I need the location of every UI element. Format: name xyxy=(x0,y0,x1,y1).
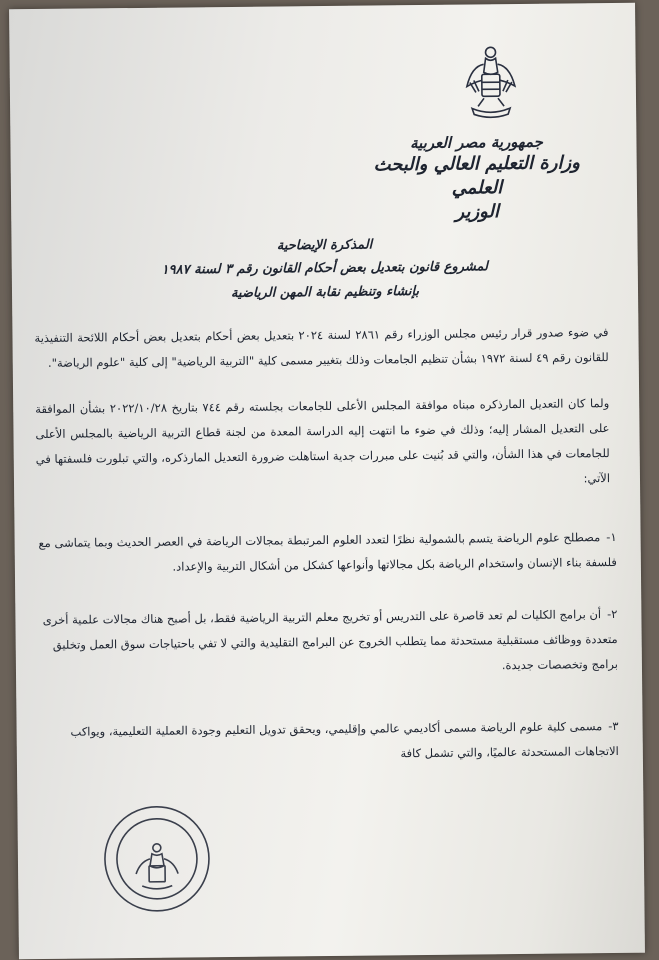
list-item-number: ٣- xyxy=(608,718,619,734)
memo-subtitle-1: لمشروع قانون بتعديل بعض أحكام القانون رقم ٣ لسنة ١٩٨٧ xyxy=(161,259,489,278)
list-item-text: أن برامج الكليات لم تعد قاصرة على التدريس أو تخريج معلم التربية الرياضية فقط، بل أصبح هناك مجالات علمية أخرى متعددة ووظائف مستقبلية مستحدثة مما يتطلب الخروج عن البرامج التقليدية والتي لا تفي باحتياجات سوق العمل وتخليق برامج وتخصصات جديدة. xyxy=(42,607,619,673)
republic-name: جمهورية مصر العربية xyxy=(409,132,543,153)
ministry-name: وزارة التعليم العالي والبحث العلمي xyxy=(373,152,580,199)
list-item-text: مصطلح علوم الرياضة يتسم بالشمولية نظرًا لتعدد العلوم المرتبطة بمجالات الرياضة في العصر الحديث وبما يتماشى مع فلسفة بناء الإنسان واستخدام الرياضة بكل مجالاتها وأنواعها كشكل من أشكال التربية والإعداد. xyxy=(38,530,617,574)
list-item-number: ٢- xyxy=(606,606,618,622)
list-item xyxy=(37,525,617,581)
list-item-text: مسمى كلية علوم الرياضة مسمى أكاديمي عالمي وإقليمي، ويحقق تدويل التعليم وجودة العملية التعليمية، ويواكب الاتجاهات المستحدثة عالميًا، والتي تشمل كافة xyxy=(70,719,619,761)
memo-title: المذكرة الإيضاحية xyxy=(276,237,373,254)
official-seal-stamp xyxy=(101,803,212,914)
document-page xyxy=(9,3,645,960)
memo-subtitle-2: بإنشاء وتنظيم نقابة المهن الرياضية xyxy=(230,284,420,301)
list-item-number: ١- xyxy=(606,529,617,545)
ministry-letterhead xyxy=(356,131,597,226)
minister-title: الوزير xyxy=(455,201,500,223)
list-item xyxy=(37,602,618,683)
body-paragraph-2: ولما كان التعديل المارذكره مبناه موافقة المجلس الأعلى للجامعات بجلسته رقم ٧٤٤ بتاريخ ٢٠٢٢/١٠/٢٨ بشأن الموافقة على التعديل المشار إليه؛ وذلك في ضوء ما انتهت إليه الدراسة المعدة من لجنة قطاع التربية الرياضية بالمجلس الأعلى للجامعات في هذا الشأن، والتي قد بُنيت على مبررات جدية استاهلت ضرورة التعديل المارذكره، والتي تبلورت فلسفتها في الآتي: xyxy=(35,396,611,486)
eagle-emblem-icon xyxy=(463,42,518,121)
body-paragraph-1: في ضوء صدور قرار رئيس مجلس الوزراء رقم ٢٨٦١ لسنة ٢٠٢٤ بتعديل بعض أحكام بتعديل بعض أحكام اللائحة التنفيذية للقانون رقم ٤٩ لسنة ١٩٧٢ بشأن تنظيم الجامعات وذلك بتغيير مسمى كلية "التربية الرياضية" إلى كلية "علوم الرياضة". xyxy=(34,325,609,370)
list-item xyxy=(38,714,618,770)
